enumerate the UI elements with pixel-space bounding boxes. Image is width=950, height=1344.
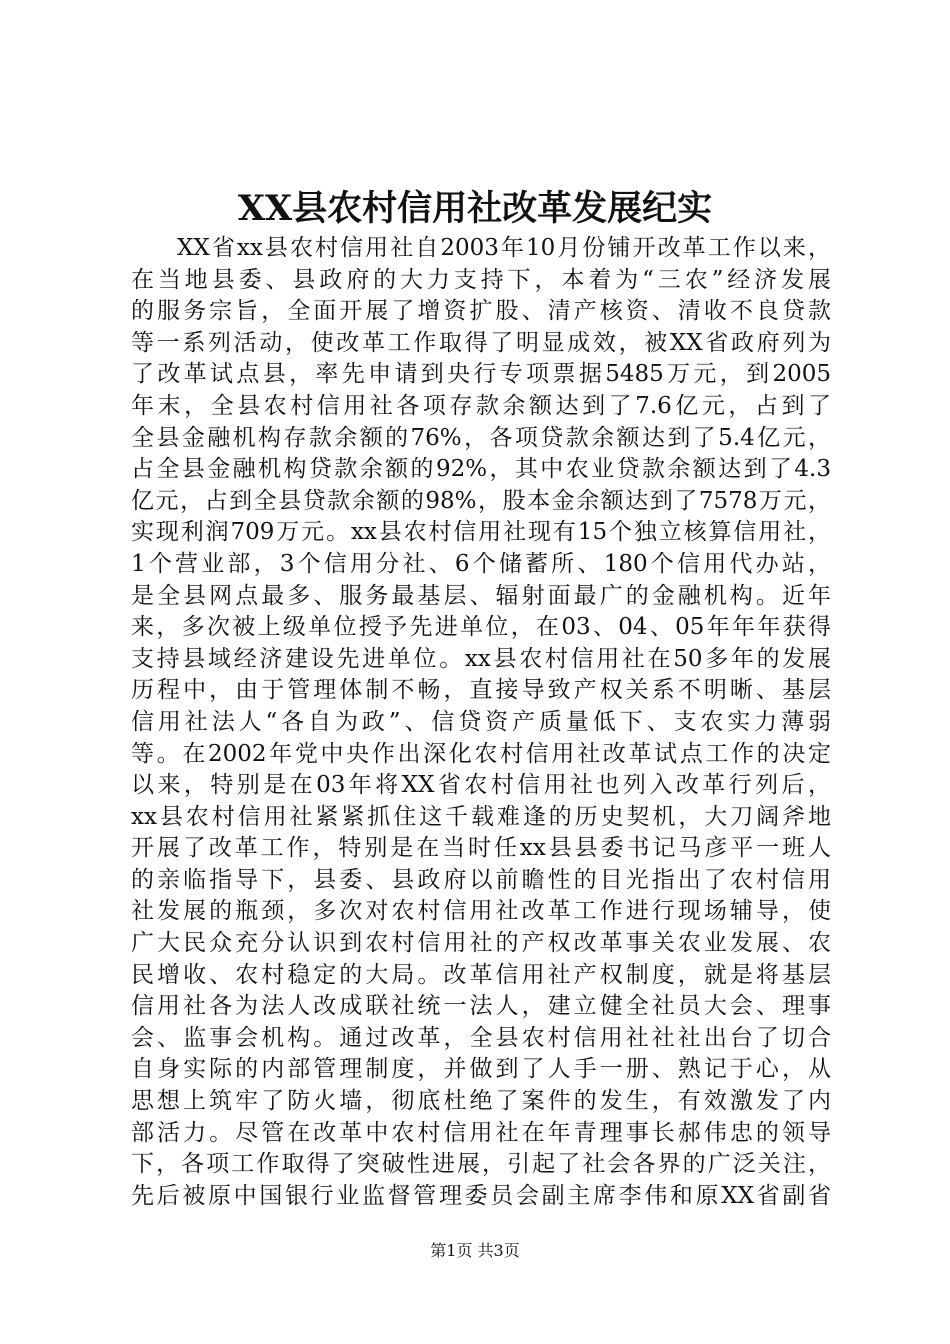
body-line: 等一系列活动，使改革工作取得了明显成效，被XX省政府列为	[131, 329, 831, 356]
body-line: 实现利润709万元。xx县农村信用社现有15个独立核算信用社，	[131, 519, 831, 546]
document-body	[131, 233, 831, 1212]
body-line: 亿元，占到全县贷款余额的98%，股本金余额达到了7578万元，	[131, 487, 831, 514]
body-line: 的服务宗旨，全面开展了增资扩股、清产核资、清收不良贷款	[131, 298, 831, 325]
body-line: 的亲临指导下，县委、县政府以前瞻性的目光指出了农村信用	[131, 866, 831, 893]
body-line: 以来，特别是在03年将XX省农村信用社也列入改革行列后，	[131, 772, 831, 799]
body-line: 部活力。尽管在改革中农村信用社在年青理事长郝伟忠的领导	[131, 1119, 831, 1146]
body-line: 下，各项工作取得了突破性进展，引起了社会各界的广泛关注，	[131, 1151, 831, 1178]
body-line: 开展了改革工作，特别是在当时任xx县县委书记马彦平一班人	[131, 835, 831, 862]
body-line: 先后被原中国银行业监督管理委员会副主席李伟和原XX省副省	[131, 1182, 831, 1209]
body-line: XX省xx县农村信用社自2003年10月份铺开改革工作以来，	[177, 235, 831, 261]
body-line: 思想上筑牢了防火墙，彻底杜绝了案件的发生，有效激发了内	[131, 1088, 831, 1115]
body-line: xx县农村信用社紧紧抓住这千载难逢的历史契机，大刀阔斧地	[131, 803, 831, 830]
body-line: 等。在2002年党中央作出深化农村信用社改革试点工作的决定	[131, 740, 831, 767]
body-line: 占全县金融机构贷款余额的92%，其中农业贷款余额达到了4.3	[131, 456, 831, 483]
body-line: 了改革试点县，率先申请到央行专项票据5485万元，到2005	[131, 361, 831, 388]
body-line: 是全县网点最多、服务最基层、辐射面最广的金融机构。近年	[131, 582, 831, 609]
document-title: XX县农村信用社改革发展纪实	[237, 188, 713, 229]
body-line: 在当地县委、县政府的大力支持下，本着为“三农”经济发展	[131, 266, 831, 293]
page-footer: 第1页 共3页	[430, 1241, 520, 1260]
body-line: 民增收、农村稳定的大局。改革信用社产权制度，就是将基层	[131, 961, 831, 988]
body-line: 支持县域经济建设先进单位。xx县农村信用社在50多年的发展	[131, 645, 831, 672]
body-line: 社发展的瓶颈，多次对农村信用社改革工作进行现场辅导，使	[131, 898, 831, 925]
body-line: 信用社各为法人改成联社统一法人，建立健全社员大会、理事	[131, 993, 831, 1020]
body-line: 来，多次被上级单位授予先进单位，在03、04、05年年年获得	[131, 614, 831, 641]
body-line: 历程中，由于管理体制不畅，直接导致产权关系不明晰、基层	[131, 677, 831, 704]
body-line: 1个营业部，3个信用分社、6个储蓄所、180个信用代办站，	[131, 550, 831, 577]
body-line: 广大民众充分认识到农村信用社的产权改革事关农业发展、农	[131, 930, 831, 957]
body-line: 会、监事会机构。通过改革，全县农村信用社社社出台了切合	[131, 1024, 831, 1051]
body-line: 自身实际的内部管理制度，并做到了人手一册、熟记于心，从	[131, 1056, 831, 1083]
body-line: 年末，全县农村信用社各项存款余额达到了7.6亿元，占到了	[131, 392, 831, 419]
body-line: 信用社法人“各自为政”、信贷资产质量低下、支农实力薄弱	[131, 708, 831, 735]
body-line: 全县金融机构存款余额的76%，各项贷款余额达到了5.4亿元，	[131, 424, 831, 451]
